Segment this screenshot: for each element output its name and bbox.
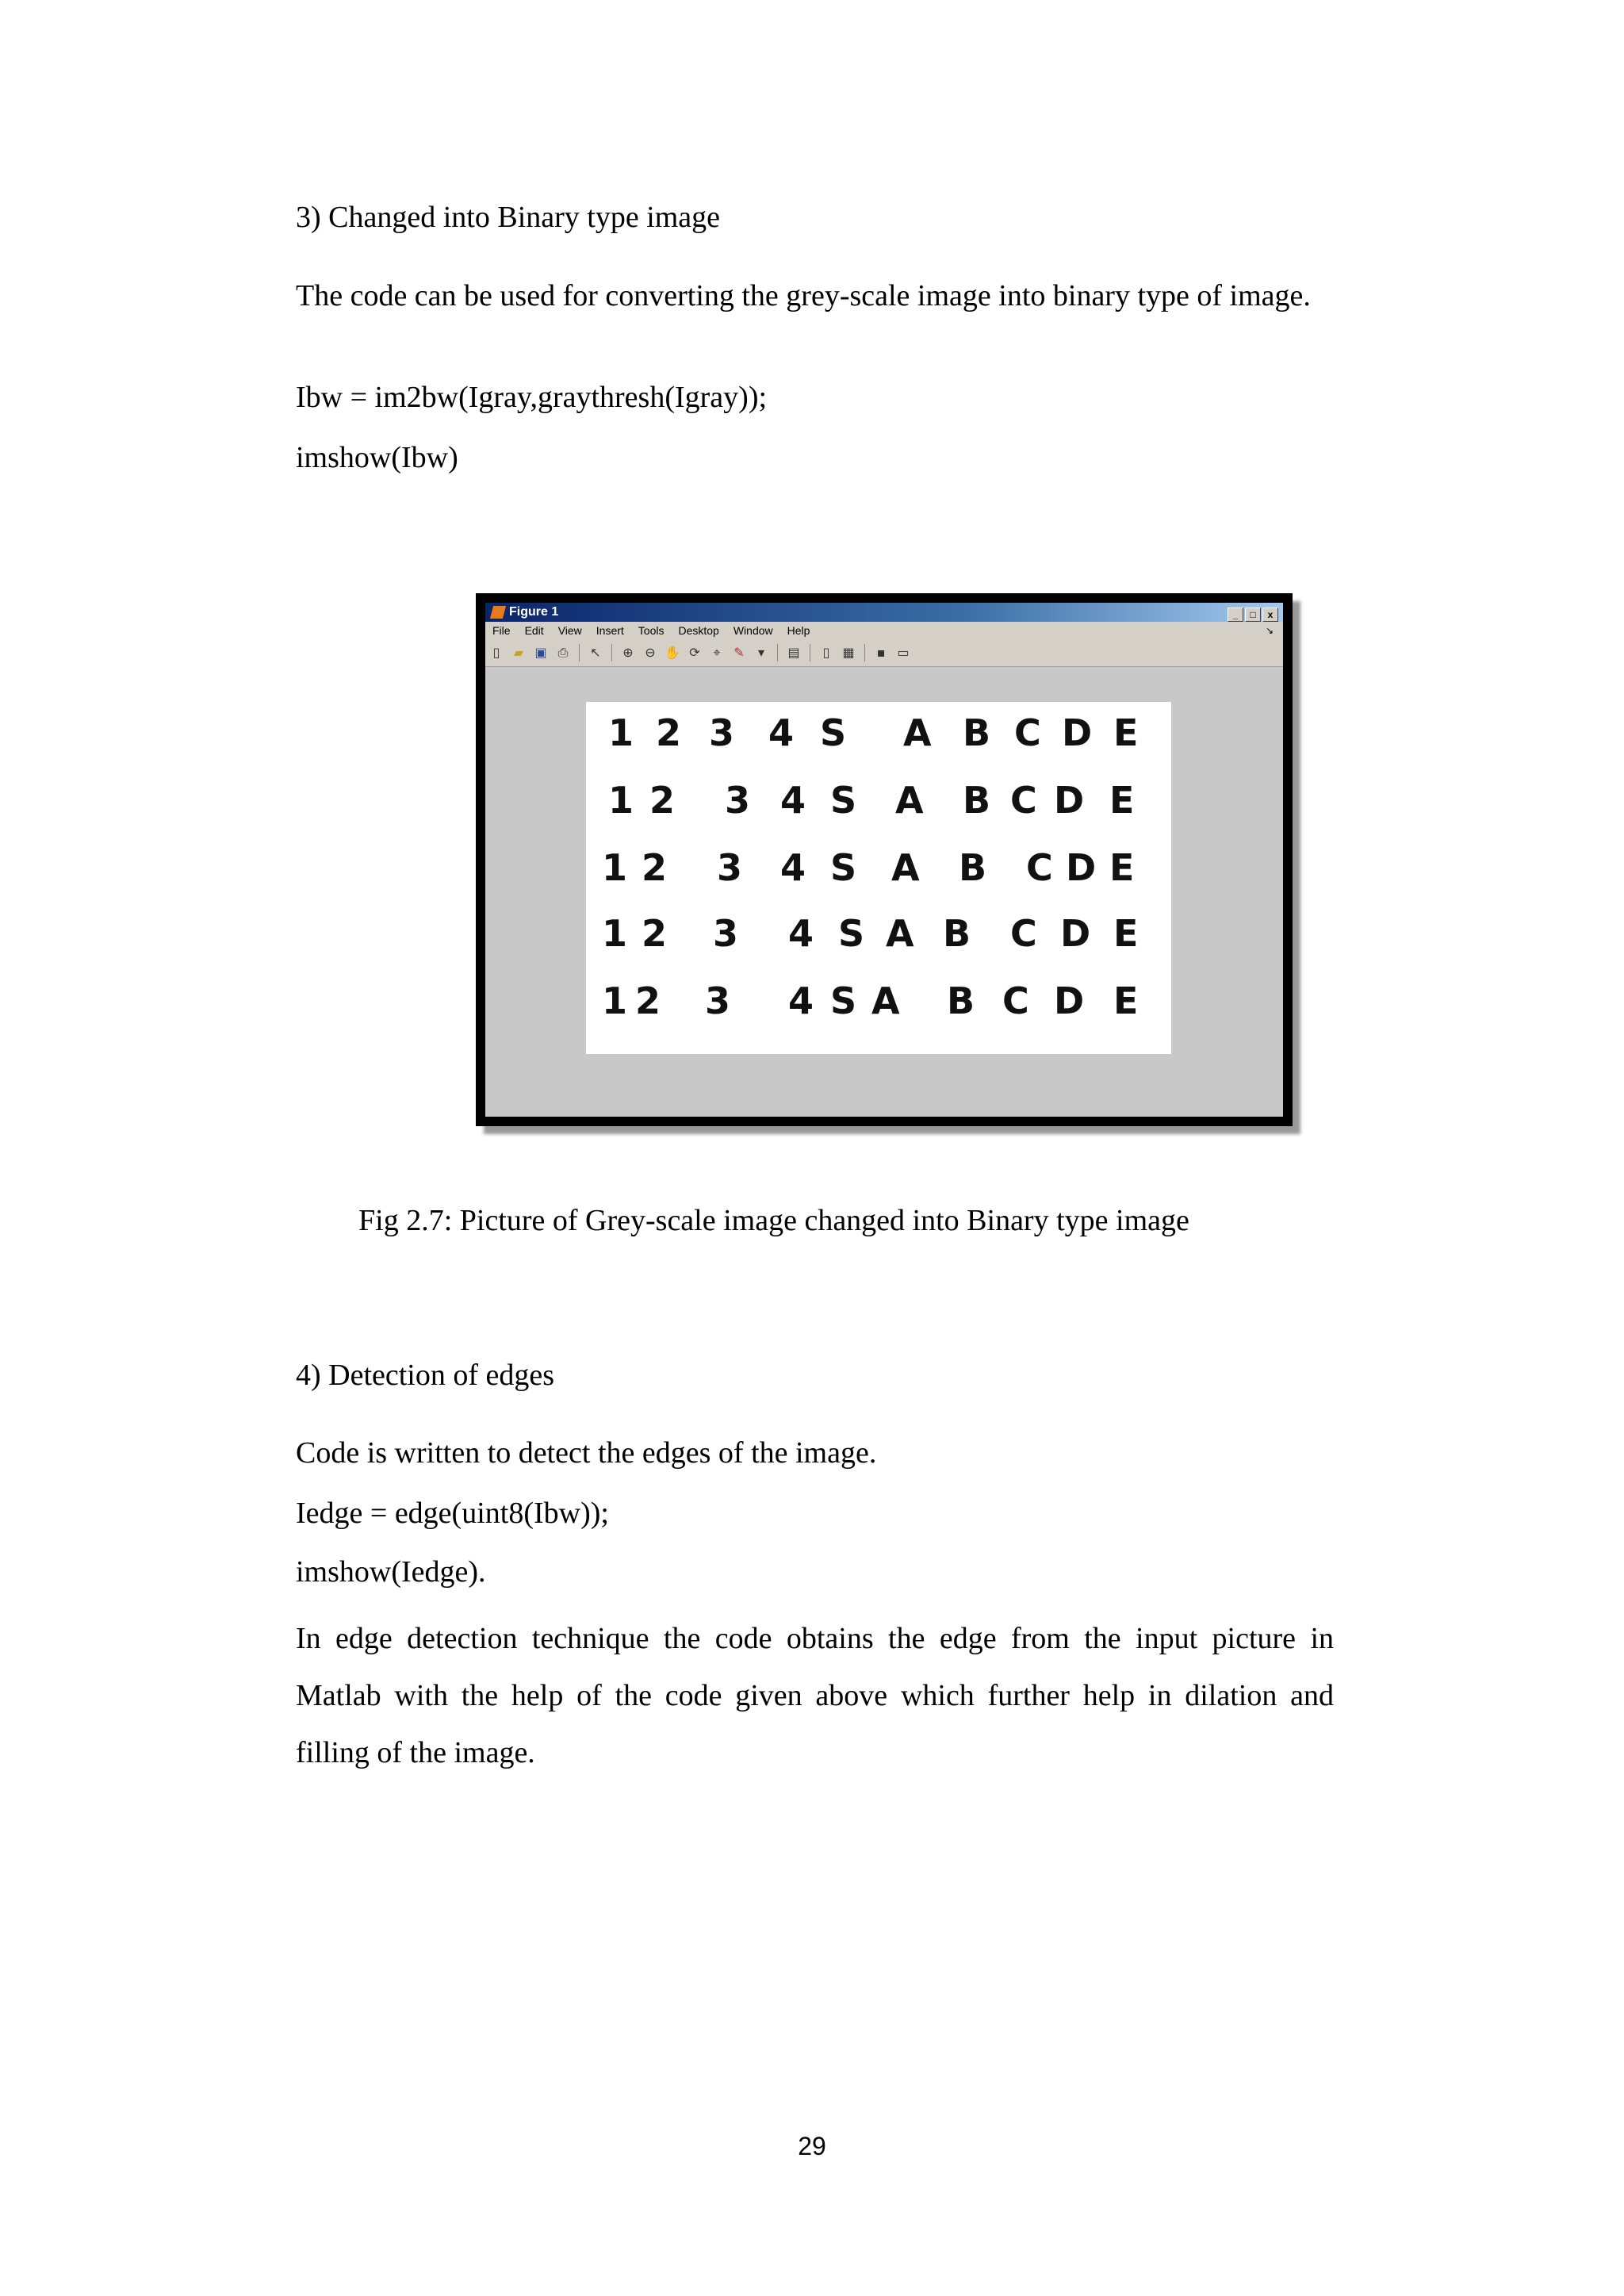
menu-edit[interactable]: Edit xyxy=(524,624,544,637)
figure-toolbar xyxy=(485,639,1283,667)
code-line-imshow-ibw: imshow(Ibw) xyxy=(296,441,458,474)
glyph: S xyxy=(820,711,847,754)
open-folder-icon[interactable]: ▰ xyxy=(513,645,524,660)
glyph: 4 xyxy=(788,912,814,955)
menu-file[interactable]: File xyxy=(492,624,511,637)
matlab-figure-window xyxy=(485,603,1283,1117)
hide-plot-tools-icon[interactable]: ▦ xyxy=(842,645,855,660)
glyph: B xyxy=(963,711,991,754)
dock-plot-tools-icon[interactable]: ▭ xyxy=(897,645,910,660)
glyph: A xyxy=(886,912,914,955)
figure-window-title: Figure 1 xyxy=(509,605,559,619)
glyph: 1 xyxy=(608,711,634,754)
section-4-paragraph: Code is written to detect the edges of the image. xyxy=(296,1436,877,1470)
glyph: D xyxy=(1054,979,1085,1022)
glyph: 2 xyxy=(649,779,676,822)
pan-icon[interactable]: ✋ xyxy=(665,645,680,660)
glyph: E xyxy=(1109,846,1135,889)
glyph: 2 xyxy=(656,711,682,754)
menu-insert[interactable]: Insert xyxy=(596,624,624,637)
glyph: 3 xyxy=(725,779,751,822)
glyph: A xyxy=(895,779,924,822)
glyph: A xyxy=(871,979,900,1022)
code-line-ibw: Ibw = im2bw(Igray,graythresh(Igray)); xyxy=(296,381,768,414)
section-3-paragraph: The code can be used for converting the grey-scale image into binary type of image. xyxy=(296,279,1311,312)
glyph: 3 xyxy=(705,979,731,1022)
handwriting-row xyxy=(586,779,1171,834)
glyph: S xyxy=(830,846,857,889)
data-cursor-icon[interactable]: ⌖ xyxy=(713,645,721,660)
glyph: B xyxy=(947,979,975,1022)
glyph: 4 xyxy=(768,711,795,754)
handwriting-row xyxy=(586,846,1171,902)
glyph: 4 xyxy=(788,979,814,1022)
save-icon[interactable]: ▣ xyxy=(534,645,547,660)
figure-titlebar xyxy=(485,603,1283,622)
minimize-button[interactable]: _ xyxy=(1228,608,1243,622)
glyph: 2 xyxy=(642,846,668,889)
glyph: S xyxy=(838,912,865,955)
figure-caption: Fig 2.7: Picture of Grey-scale image changed into Binary type image xyxy=(358,1204,1189,1237)
glyph: D xyxy=(1066,846,1097,889)
glyph: A xyxy=(903,711,932,754)
glyph: E xyxy=(1109,779,1135,822)
glyph: 1 xyxy=(602,979,628,1022)
handwriting-row xyxy=(586,912,1171,968)
glyph: 1 xyxy=(602,912,628,955)
new-file-icon[interactable]: ▯ xyxy=(492,645,500,660)
glyph: S xyxy=(830,779,857,822)
glyph: 2 xyxy=(635,979,661,1022)
glyph: 4 xyxy=(780,846,806,889)
page-number: 29 xyxy=(798,2132,826,2160)
glyph: 3 xyxy=(709,711,735,754)
rotate-icon[interactable]: ⟳ xyxy=(689,645,700,660)
glyph: 4 xyxy=(780,779,806,822)
maximize-button[interactable]: □ xyxy=(1245,608,1261,622)
glyph: B xyxy=(943,912,971,955)
dock-arrow-icon[interactable]: ↘ xyxy=(1265,625,1274,636)
glyph: C xyxy=(1002,979,1029,1022)
toolbar-separator xyxy=(864,644,865,661)
glyph: E xyxy=(1113,979,1139,1022)
menu-view[interactable]: View xyxy=(557,624,582,637)
legend-icon[interactable]: ▯ xyxy=(822,645,830,660)
menu-tools[interactable]: Tools xyxy=(638,624,665,637)
glyph: D xyxy=(1054,779,1085,822)
glyph: A xyxy=(891,846,920,889)
glyph: C xyxy=(1010,912,1037,955)
zoom-in-icon[interactable]: ⊕ xyxy=(622,645,634,660)
glyph: B xyxy=(963,779,991,822)
toolbar-separator xyxy=(611,644,612,661)
brush-icon[interactable]: ✎ xyxy=(733,645,745,660)
glyph: C xyxy=(1026,846,1053,889)
glyph: 3 xyxy=(713,912,739,955)
glyph: C xyxy=(1014,711,1041,754)
glyph: D xyxy=(1060,912,1091,955)
menu-desktop[interactable]: Desktop xyxy=(678,624,719,637)
binary-image-axes xyxy=(586,702,1171,1054)
colorbar-icon[interactable]: ▤ xyxy=(787,645,800,660)
glyph: B xyxy=(959,846,987,889)
menu-help[interactable]: Help xyxy=(787,624,810,637)
handwriting-row xyxy=(586,711,1171,767)
glyph: C xyxy=(1010,779,1037,822)
show-plot-tools-icon[interactable]: ▪ xyxy=(876,645,886,660)
section-4-paragraph-2: In edge detection technique the code obtains the edge from the input picture in Matlab with the help of the code given above which further help in dilation and filling of the image. xyxy=(296,1622,1334,1769)
figure-menubar xyxy=(485,622,1283,639)
link-icon[interactable]: ▾ xyxy=(757,645,765,660)
zoom-out-icon[interactable]: ⊖ xyxy=(645,645,656,660)
menu-window[interactable]: Window xyxy=(733,624,773,637)
glyph: S xyxy=(830,979,857,1022)
glyph: D xyxy=(1062,711,1093,754)
glyph: 2 xyxy=(642,912,668,955)
glyph: E xyxy=(1113,912,1139,955)
code-line-imshow-iedge: imshow(Iedge). xyxy=(296,1555,486,1589)
handwriting-row xyxy=(586,979,1171,1035)
toolbar-separator xyxy=(777,644,778,661)
glyph: 3 xyxy=(717,846,743,889)
close-button[interactable]: x xyxy=(1262,608,1278,622)
glyph: 1 xyxy=(602,846,628,889)
pointer-icon[interactable]: ↖ xyxy=(590,645,601,660)
section-4-heading: 4) Detection of edges xyxy=(296,1359,555,1392)
figure-screenshot-frame xyxy=(476,593,1293,1126)
toolbar-separator xyxy=(579,644,580,661)
matlab-logo-icon xyxy=(490,606,506,619)
code-line-iedge: Iedge = edge(uint8(Ibw)); xyxy=(296,1497,609,1530)
print-icon[interactable]: ⎙ xyxy=(557,645,569,660)
glyph: E xyxy=(1113,711,1139,754)
section-3-heading: 3) Changed into Binary type image xyxy=(296,201,721,234)
glyph: 1 xyxy=(608,779,634,822)
